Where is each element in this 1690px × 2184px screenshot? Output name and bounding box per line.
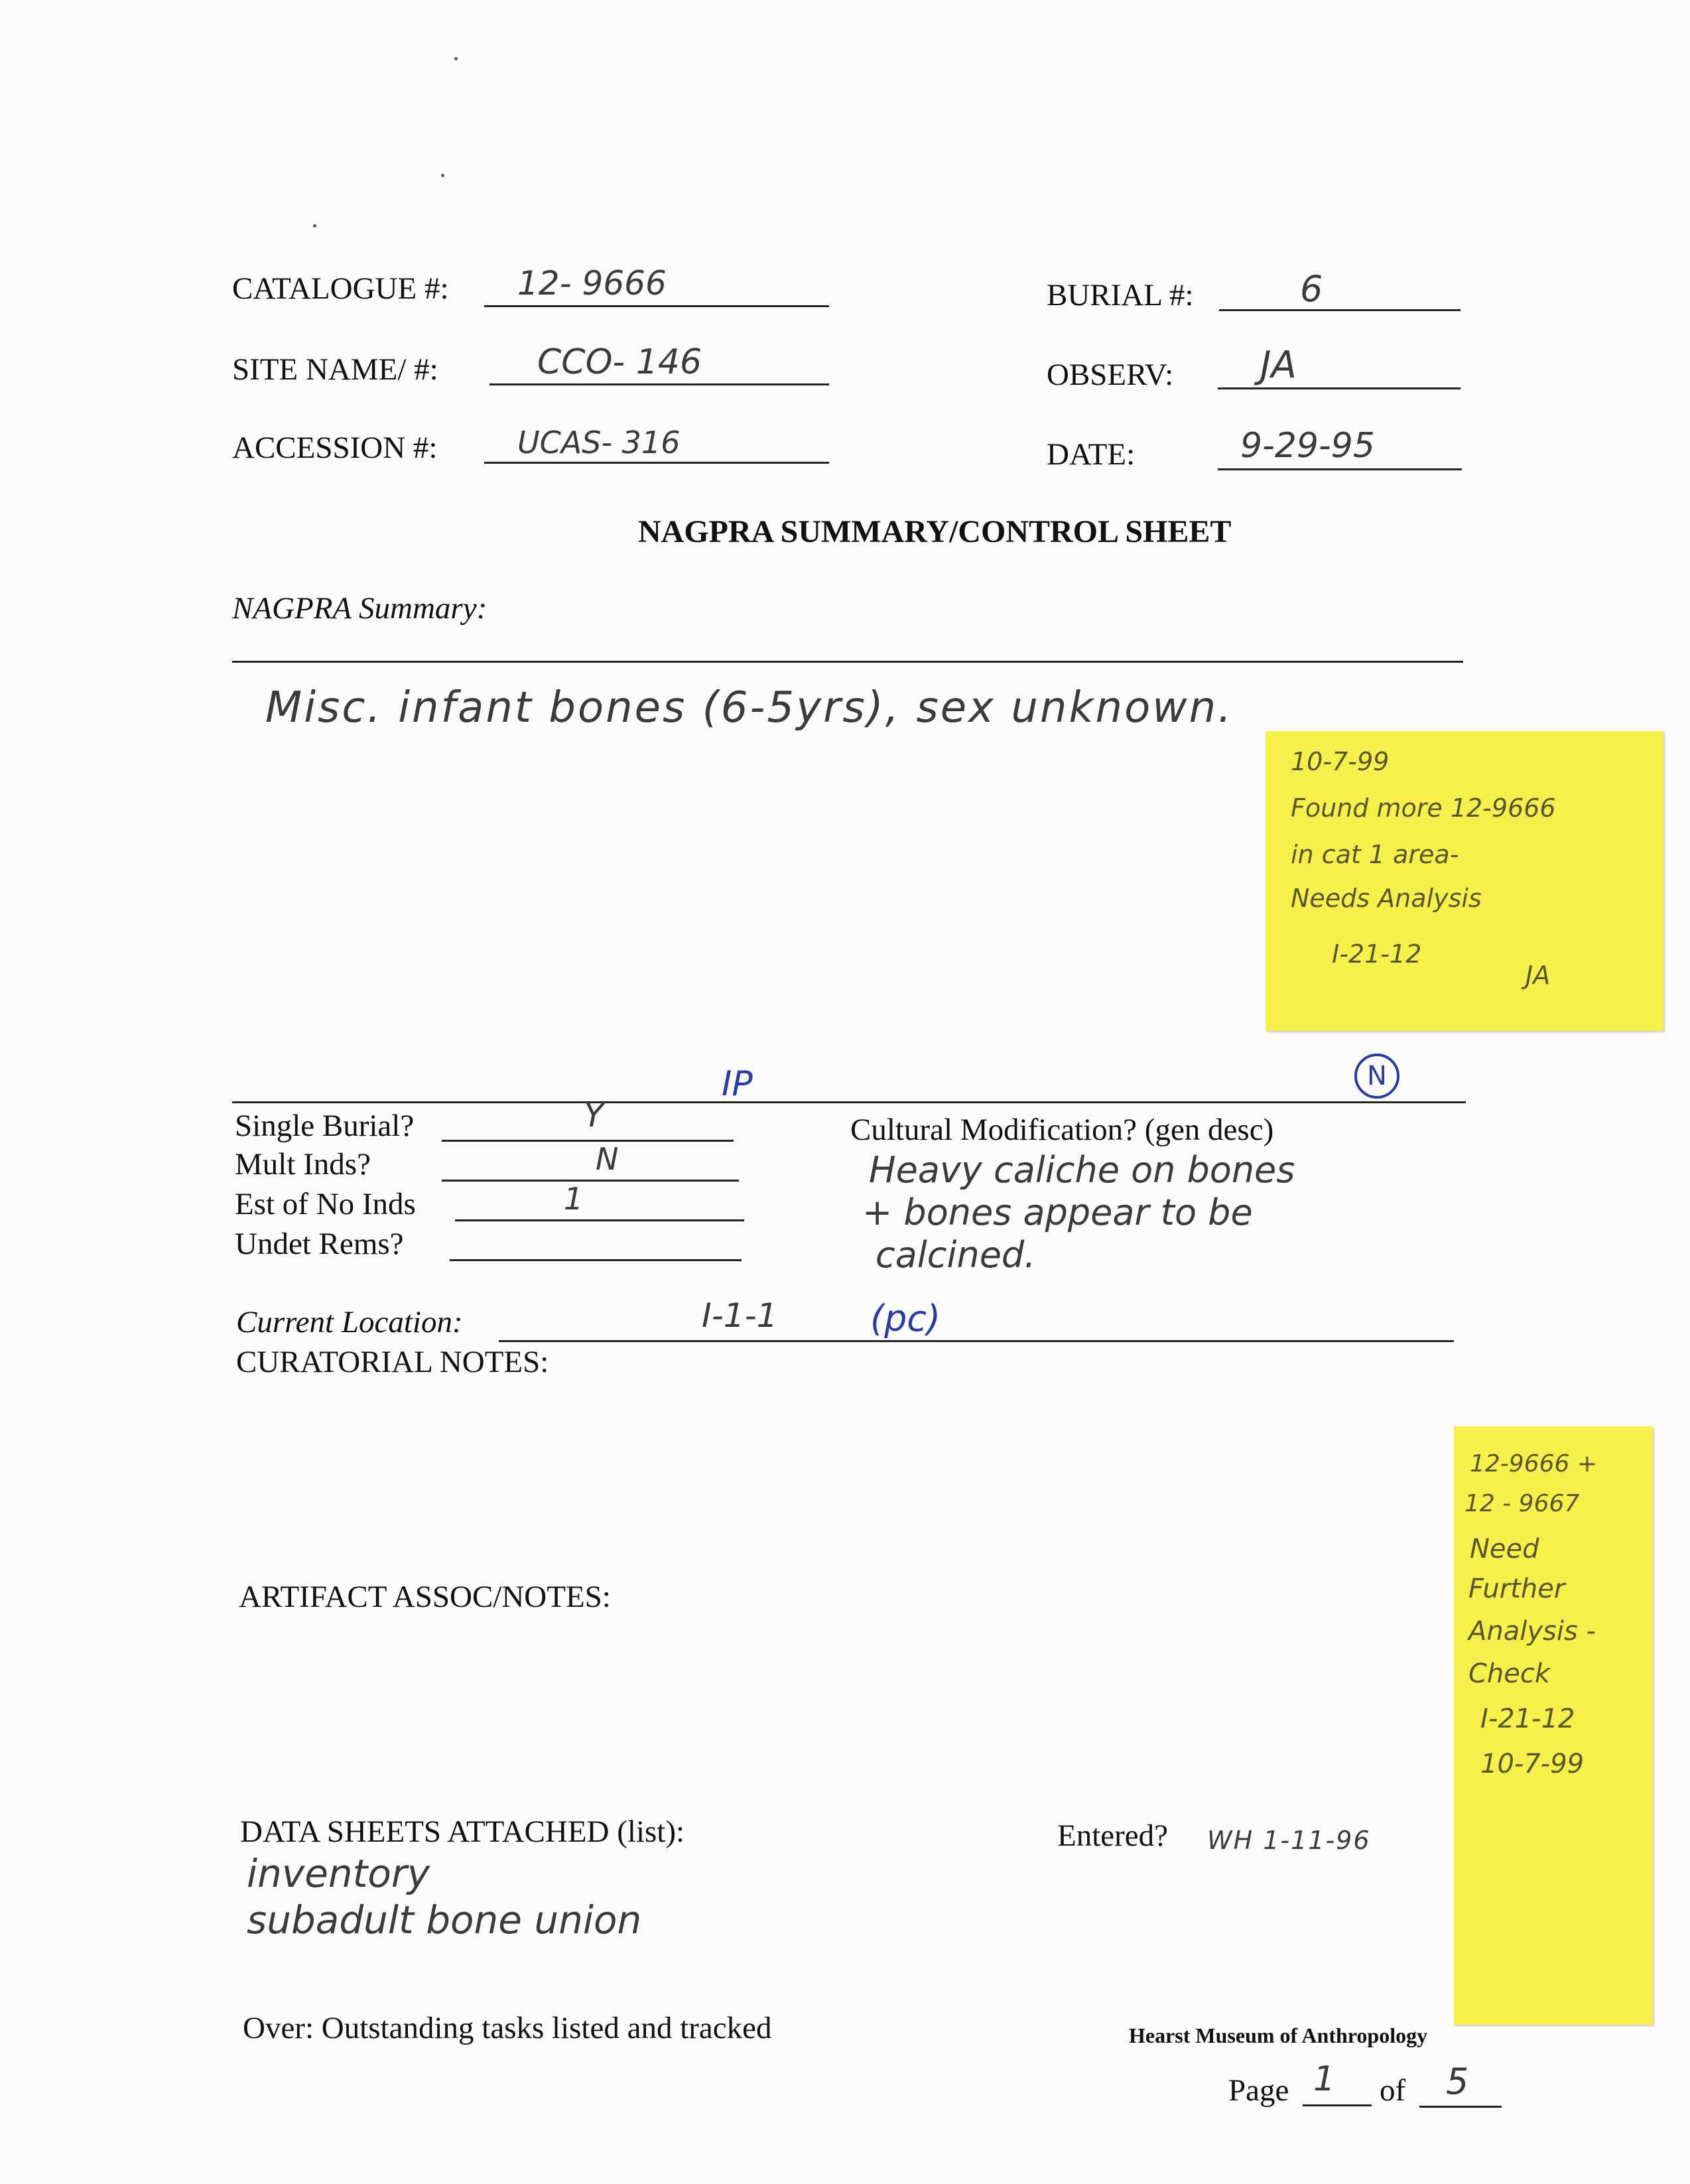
sticky-note-2 (1454, 1426, 1653, 2025)
sticky-note-1 (1266, 731, 1663, 1031)
location-pc: (pc) (870, 1298, 941, 1339)
cultural-line-2: + bones appear to be (862, 1192, 1253, 1233)
burial-line (1219, 309, 1461, 311)
page-total: 5 (1446, 2061, 1469, 2102)
note1-line-2: Found more 12-9666 (1291, 793, 1556, 823)
page-title: NAGPRA SUMMARY/CONTROL SHEET (638, 514, 1232, 549)
mult-inds-value: N (596, 1141, 619, 1177)
observ-value: JA (1260, 344, 1297, 387)
circled-n-text: N (1367, 1061, 1387, 1091)
single-burial-line (442, 1140, 734, 1142)
single-burial-value: Y (584, 1096, 604, 1134)
note2-line-3: Need (1470, 1534, 1539, 1564)
entered-value: WH 1-11-96 (1207, 1826, 1371, 1855)
over-text: Over: Outstanding tasks listed and tracked (243, 2011, 772, 2045)
cultural-label: Cultural Modification? (gen desc) (850, 1113, 1274, 1147)
burial-value: 6 (1300, 268, 1323, 310)
single-burial-label: Single Burial? (235, 1109, 415, 1143)
cultural-line-1: Heavy caliche on bones (869, 1149, 1295, 1191)
summary-text: Misc. infant bones (6-5yrs), sex unknown. (265, 683, 1234, 732)
page-total-line (1419, 2106, 1502, 2108)
note2-line-2: 12 - 9667 (1464, 1490, 1580, 1517)
entered-label: Entered? (1057, 1818, 1169, 1853)
note2-line-1: 12-9666 + (1470, 1450, 1598, 1477)
of-label: of (1380, 2073, 1406, 2108)
mult-inds-line (442, 1180, 739, 1182)
data-sheets-line-1: inventory (247, 1851, 430, 1896)
data-sheets-line-2: subadult bone union (247, 1897, 642, 1943)
cultural-line-3: calcined. (876, 1234, 1036, 1276)
note2-line-8: 10-7-99 (1480, 1749, 1585, 1779)
page-label: Page (1228, 2073, 1289, 2108)
note1-line-3: in cat 1 area- (1291, 840, 1459, 869)
est-inds-line (455, 1219, 744, 1221)
ip-mark: IP (722, 1064, 753, 1104)
speck (441, 174, 444, 177)
accession-value: UCAS- 316 (517, 425, 681, 460)
location-value: I-1-1 (702, 1296, 778, 1335)
note1-line-4: Needs Analysis (1291, 884, 1482, 913)
speck (313, 224, 316, 228)
burial-section-line (232, 1101, 1466, 1103)
undet-rems-line (450, 1259, 742, 1261)
observ-line (1218, 387, 1461, 389)
circled-n (1354, 1054, 1399, 1099)
note2-line-6: Check (1468, 1659, 1551, 1689)
catalogue-line (484, 305, 829, 307)
data-sheets-label: DATA SHEETS ATTACHED (list): (240, 1814, 685, 1849)
note2-line-5: Analysis - (1468, 1616, 1596, 1647)
note2-line-7: I-21-12 (1480, 1704, 1575, 1734)
artifact-label: ARTIFACT ASSOC/NOTES: (239, 1580, 611, 1614)
note2-line-4: Further (1468, 1574, 1565, 1604)
observ-label: OBSERV: (1047, 358, 1174, 392)
note1-line-5: I-21-12 (1332, 939, 1422, 969)
est-inds-label: Est of No Inds (235, 1187, 416, 1221)
location-label: Current Location: (236, 1305, 463, 1339)
date-line (1218, 468, 1462, 470)
note1-line-1: 10-7-99 (1291, 747, 1390, 776)
page-number-line (1303, 2104, 1372, 2106)
museum-name: Hearst Museum of Anthropology (1129, 2023, 1428, 2047)
speck (454, 57, 458, 60)
burial-label: BURIAL #: (1047, 278, 1194, 312)
catalogue-value: 12- 9666 (517, 264, 667, 303)
est-inds-value: 1 (564, 1181, 584, 1217)
accession-label: ACCESSION #: (232, 431, 438, 465)
site-label: SITE NAME/ #: (232, 352, 438, 387)
page-number: 1 (1313, 2059, 1336, 2099)
date-value: 9-29-95 (1240, 426, 1375, 466)
mult-inds-label: Mult Inds? (235, 1147, 371, 1182)
date-label: DATE: (1047, 437, 1136, 472)
curatorial-label: CURATORIAL NOTES: (236, 1345, 549, 1379)
summary-label: NAGPRA Summary: (232, 591, 487, 626)
location-line (499, 1340, 1454, 1342)
note1-line-6: JA (1526, 961, 1551, 990)
catalogue-label: CATALOGUE #: (232, 271, 449, 306)
summary-line (232, 661, 1463, 663)
site-value: CCO- 146 (537, 342, 702, 382)
site-line (489, 383, 829, 385)
accession-line (484, 462, 829, 464)
undet-rems-label: Undet Rems? (235, 1227, 404, 1261)
